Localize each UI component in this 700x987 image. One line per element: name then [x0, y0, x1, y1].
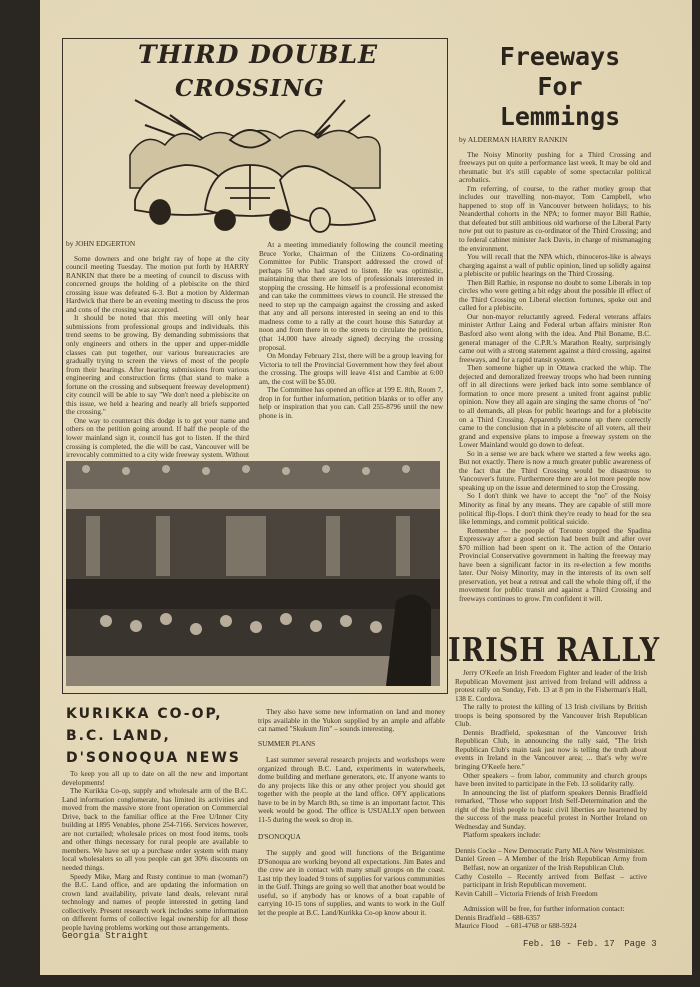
- dsonoqua-heading: D'SONOQUA: [258, 831, 301, 841]
- irish-rally-title: IRISH RALLY: [448, 632, 661, 670]
- byline: by ALDERMAN HARRY RANKIN: [459, 135, 568, 144]
- paragraph: You will recall that the NPA which, rhinoceros-like is always charging against a wall of public opinion, lined up solidly against a plebiscite or public hearings on the Third Crossing.: [459, 252, 651, 279]
- title-line: Lemmings: [499, 102, 621, 131]
- third-crossing-title-line1: THIRD DOUBLE: [138, 40, 379, 69]
- paragraph: The Noisy Minority pushing for a Third Crossing and freeways put on quite a performance last week. It may be old and rheumatic but it's still capable of some spectacular political acrobatics.: [459, 149, 651, 185]
- freeways-article: [459, 136, 651, 604]
- page-footer: [523, 939, 657, 949]
- paragraph: Remember – the people of Toronto stopped the Spadina Expressway after a good section had been built and after over $70 million had been spent on it. The action of the Ontario Provincial Conservative government in halting the freeway may have been a significant factor in its re-election a few months later. Our Noisy Minority, may in the interests of its own self preservation, yet beat a retreat and call the whole thing off, if the movement for public transit and against a Third Crossing and freeways continues to grow. I'm confident it will.: [459, 525, 651, 603]
- kurikka-col2: [258, 708, 445, 917]
- paragraph: The Committee has opened an office at 199 E. 8th, Room 7, drop in for further information, petition blanks or to offer any help or inspiration that you can. Call 255-8796 until the new phone is in.: [259, 385, 443, 420]
- paragraph: Other speakers – from labor, community and church groups have been invited to participate in the Feb. 13 solidarity rally.: [455, 770, 647, 789]
- third-crossing-title-line2: CROSSING: [175, 75, 325, 102]
- paragraph: Then Bill Rathie, in response no doubt to some Liberals in top circles who were getting a bit edgy about the possible ill effect of the Third Crossing on Liberal election fortunes, spoke out and called for a plebiscite.: [459, 277, 651, 313]
- byline: by JOHN EDGERTON: [66, 239, 136, 248]
- paragraph: They also have some new information on land and money trips available in the Yukon supplied by an ample and affable cat named "Skukum Jim" – sounds interesting.: [258, 707, 445, 734]
- kurikka-col1: [62, 770, 248, 941]
- irish-rally-article: [455, 669, 647, 931]
- paragraph: Speedy Mike, Marg and Rusty continue to man (woman?) the B.C. Land office, and are updating the information on crown land availability, private land deals, relevant rural technology and names of people interested in getting land collectively. Present research work includes some information on different forms of collective legal ownership for all those people having problems working out those arrangements.: [62, 871, 248, 932]
- paragraph: Dennis Bradfield, spokesman of the Vancouver Irish Republican Club, in announcing the rally said, "The Irish Republican Club's main task just now is telling the truth about events in Ireland in the Vancouver area; ... that's why we're bringing O'Keefe here.": [455, 727, 647, 772]
- title-line: Freeways: [499, 42, 621, 71]
- title-line: D'SONOQUA NEWS: [66, 750, 241, 766]
- speakers-list: [455, 847, 647, 898]
- paragraph: The rally to protest the killing of 13 Irish civilians by British troops is being sponsored by the Vancouver Irish Republican Club.: [455, 702, 647, 729]
- title-line: For: [537, 72, 583, 101]
- speaker: Cathy Costello – Recently arrived from Belfast – active participant in Irish Republican movement.: [455, 871, 647, 890]
- source-credit: Georgia Straight: [62, 931, 149, 942]
- paragraph: On Monday February 21st, there will be a group leaving for Victoria to tell the Provincial Government how they feel about the crossing. The groups will leave 41st and Cambie at 6:00 am, the cost will be $5.00.: [259, 351, 443, 386]
- paragraph: The supply and good will functions of the Brigantime D'Sonoqua are working beyond all expectations. Jim Bates and the crew are in contact with many small groups on the coast. Last trip they loaded 9 tons of supplies for various communities in the Gulf. Things are going so well that another boat would be useful, so if anybody has or knows of a boat capable of carrying 10-15 tons of supplies, and wants to work in the Gulf let the people at B.C. Land/Kurikka Co-op know about it.: [258, 848, 445, 917]
- paragraph: Last summer several research projects and workshops were organized through B.C. Land, experiments in waterwheels, dome building and methane generators, etc. If anyone wants to do any projects like this or any other project you should get together with the people at the land office. OFY applications have to be in by March 8th, so time is an important factor. This week would be good. The office is USUALLY open between 11-5 during the week so drop in.: [258, 755, 445, 825]
- paragraph: At a meeting immediately following the council meeting Bruce Yorke, Chairman of the Citizens Co-ordinating Committee for Public Transport addressed the crowd of perhaps 50 who had stayed to listen. He was optimistic, maintaining that there are lots of professionals interested in stopping the crossing. He himself is a professional economist and can take the committees views to council. He stressed the need to step up the campaign against the crossing and asked that any and all persons interested in seeing an end to this madness come to a rally at the court house this Saturday at noon and from there in to the streets to circulate the petition, (that 14,000 have already signed) decrying the crossing proposal.: [259, 240, 443, 352]
- kurikka-title: [66, 703, 241, 769]
- paragraph: So in a sense we are back where we started a few weeks ago. But not exactly. There is now a much greater public awareness of the fact that the Third Crossing would be disastrous to Vancouver's future. Furthermore there are a lot more people now speaking up on the issue and determined to stop the Crossing.: [459, 448, 651, 492]
- freeways-title: [465, 42, 655, 132]
- council-chamber-photo: [66, 461, 440, 686]
- speaker: Daniel Green – A Member of the Irish Republican Army from Belfast, now an organizer of the Irish Republican Club.: [455, 854, 647, 873]
- third-crossing-col2: [259, 241, 443, 420]
- paragraph: One way to counteract this dodge is to get your name and others on the petition going around. If half the people of the lower mainland sign it, council has got to listen. If the third crossing is completed, the die will be cast, Vancouver will be irrevocably committed to a city wide freeway system. Without: [66, 415, 249, 460]
- issue-dates: Feb. 10 - Feb. 17: [523, 939, 615, 949]
- paragraph: Our non-mayor reluctantly agreed. Federal veterans affairs minister Arthur Laing and Federal urban affairs minister Ron Basford also went along with the idea. And Phil Boname, B.C. general manager of the C.P.R.'s Marathon Realty, surprisingly came out with a strong statement against a third crossing, against freeways, and for a rapid transit system.: [459, 311, 651, 364]
- paragraph: Jerry O'Keefe an Irish Freedom Fighter and leader of the Irish Republican Movement just arrived from Ireland will address a protest rally on Sunday, Feb. 13 at 8 pm in the Fisherman's Hall, 138 E. Cordova.: [455, 668, 647, 703]
- paragraph: Platform speakers include:: [463, 830, 541, 840]
- contact: Dennis Bradfield – 688-6357: [455, 912, 541, 922]
- paragraph: To keep you all up to date on all the new and important developments!: [62, 769, 248, 787]
- paragraph: So I don't think we have to accept the "no" of the Noisy Minority as final by any means. They are capable of still more political flip-flops. I don't think they're ready to head for the sea like lemmings, and commit political suicide.: [459, 491, 651, 527]
- paragraph: Then someone higher up in Ottawa cracked the whip. The dejected and demoralized freeway troops who had been running off in all directions were jerked back into some semblance of formation to once more present a united front against public opinion. Now they all again are singing the same chorus of "no" to all demands, all pleas for public hearings and for a plebiscite on a Third Crossing. Apparently someone up there correctly came to the conclusion that in a plebiscite of all voters, all their grand and expensive plans to impose a freeway system on the Lower Mainland would go down to defeat.: [459, 363, 651, 450]
- paragraph: In announcing the list of platform speakers Dennis Bradfield remarked, "Those who support Irish Self-Determination and the right of the Irish people to basic civil liberties are heartened by the success of the mass peaceful protest in Norther Ireland on Wednesday and Sunday.: [455, 787, 647, 831]
- contact: Maurice Flood – 681-4768 or 688-5924: [455, 921, 577, 931]
- paragraph: It should be noted that this meeting will only hear submissions from professional groups and individuals. this trend seems to be growing. By demanding submissions that only engineers and others in the upper and upper-middle classes can put together, our various bureaucracies are gradually trying to screen the views of most of the people from their hearings. After hearing submissions from various engineering and construction firms (that stand to make a fortune on the crossing and subsequent freeway development) city council will be able to say "We don't need a plebiscite on this issue, we held a hearing and nearly all briefs supported the crossing.": [66, 313, 249, 417]
- speaker: Dennis Cocke – New Democratic Party MLA New Westminister.: [455, 845, 645, 855]
- paragraph: Some downers and one bright ray of hope at the city council meeting Tuesday. The motion put forth by HARRY RANKIN that there be a meeting of council to discuss with concerned groups the holding of a plebiscite on the third crossing issue was defeated 6-3. But a motion by Alderman Hardwick that there be an evening meeting to discuss the pros and cons of the crossing was accepted.: [66, 253, 249, 314]
- summer-plans-heading: SUMMER PLANS: [258, 738, 316, 748]
- paragraph: The Kurikka Co-op, supply and wholesale arm of the B.C. Land information conglomerate, has limited its activities and moved from the massive store front operation on Commercial Drive, back to the familiar office at the Free U/Inner City building at 1895 Venables, phone 254-7166. Services however, are not curtailed; wholesale prices on most food items, tools and other things necessary for rural people are available to members. We have set up a purchase order system with many local wholesalers so all you people can get 30% discounts on needed things.: [62, 786, 248, 873]
- third-crossing-col1: [66, 240, 249, 459]
- admission-note: Admission will be free, for further information contact:: [463, 904, 625, 914]
- title-line: KURIKKA CO-OP,: [66, 706, 223, 722]
- paragraph: I'm referring, of course, to the rather motley group that includes our travelling non-mayor, Tom Campbell, who happened to stop off in Vancouver between holidays; to his Neanderthal cohorts in the NPA; to former mayor Bill Rathie, that defeated but still ambitious old warhorse of the Liberal Party now put out to pasture as co-ordinator of the Third Crossing; and to federal cabinet minister Jack Davis, in charge of mismanaging the environment.: [459, 183, 651, 253]
- page-number: Page 3: [624, 939, 657, 949]
- speaker: Kevin Cahill – Victoria Friends of Irish Freedom: [455, 888, 598, 898]
- title-line: B.C. LAND,: [66, 728, 171, 744]
